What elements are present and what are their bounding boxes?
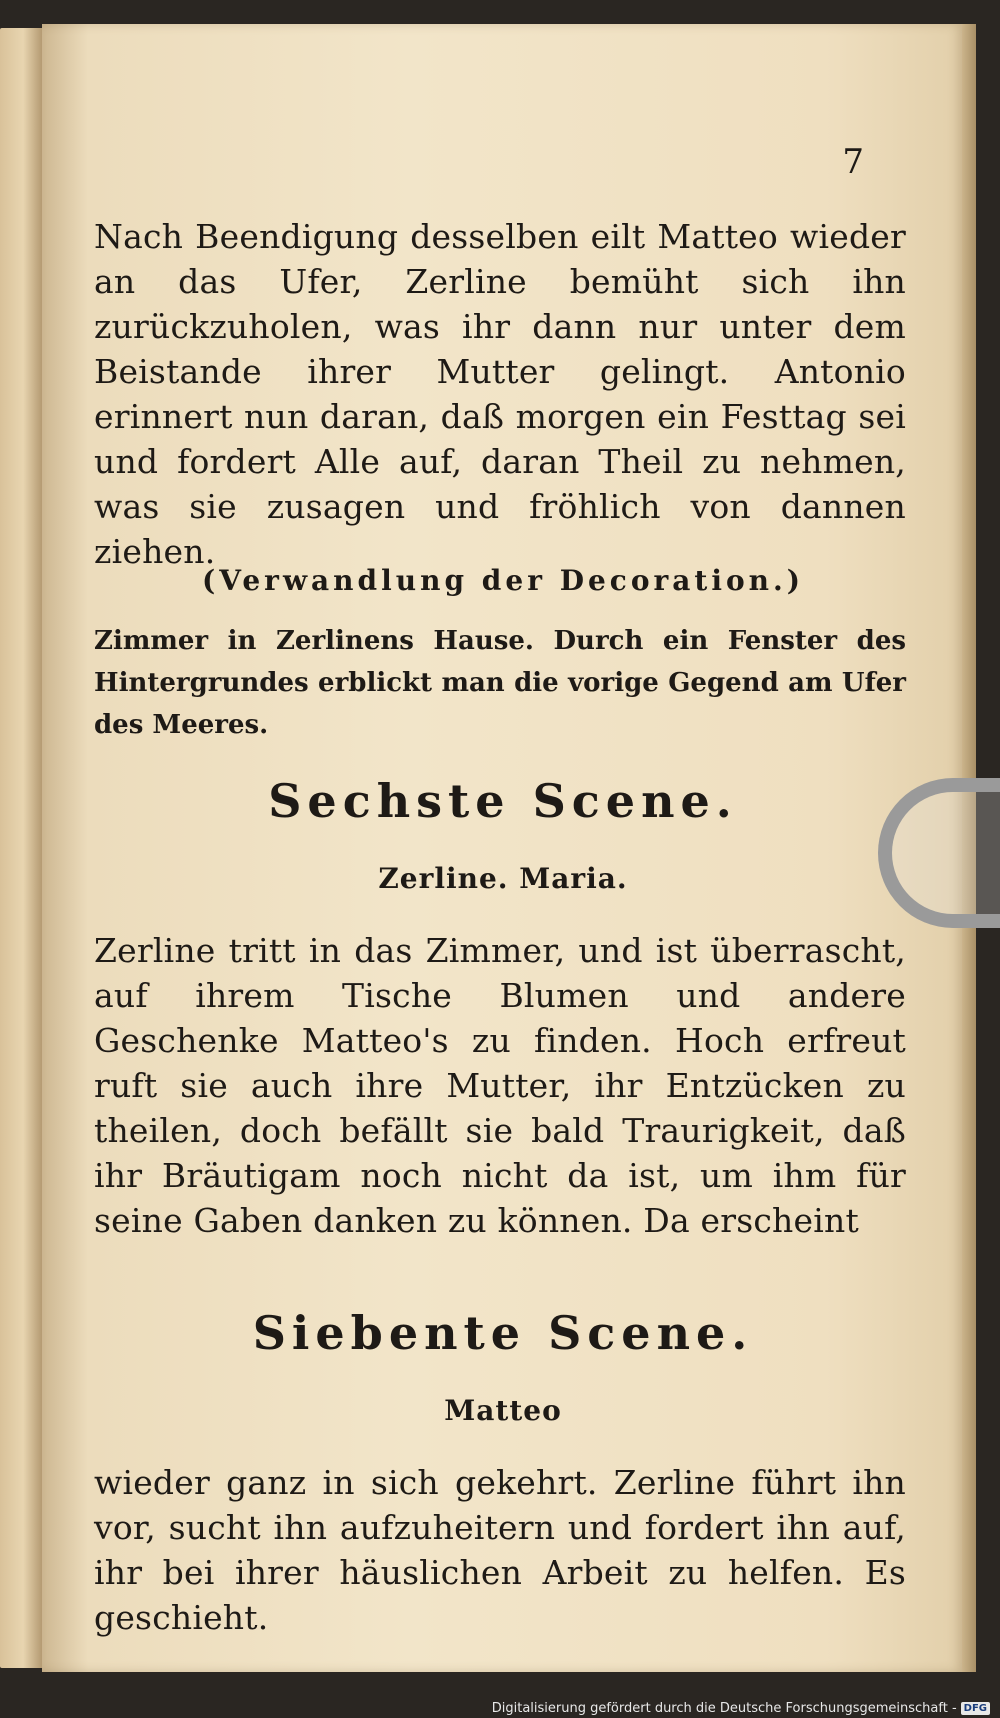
- scene-6-characters: Zerline. Maria.: [378, 862, 628, 895]
- stage-direction: Zimmer in Zerlinens Hause. Durch ein Fenster des Hintergrundes erblickt man die vorige Gegend am Ufer des Meeres.: [94, 626, 906, 740]
- scene-6-text: Zerline tritt in das Zimmer, und ist überrascht, auf ihrem Tische Blumen und andere Geschenke Matteo's zu finden. Hoch erfreut ruft sie auch ihre Mutter, ihr Entzücken zu theilen, doch befällt sie bald Traurigkeit, daß ihr Bräutigam noch nicht da ist, um ihm für seine Gaben danken zu können. Da erscheint: [94, 931, 906, 1240]
- dfg-logo: DFG: [961, 1702, 990, 1715]
- transformation-heading: (Verwandlung der Decoration.): [201, 564, 805, 597]
- footer-text: Digitalisierung gefördert durch die Deutsche Forschungsgemeinschaft -: [491, 1701, 957, 1716]
- footer-credit: [492, 1701, 990, 1716]
- previous-page-edge: [0, 28, 42, 1668]
- paragraph-1: Nach Beendigung desselben eilt Matteo wieder an das Ufer, Zerline bemüht sich ihn zurückzuholen, was ihr dann nur unter dem Beistande ihrer Mutter gelingt. Antonio erinnert nun daran, daß morgen ein Festtag sei und fordert Alle auf, daran Theil zu nehmen, was sie zusagen und fröhlich von dannen ziehen.: [94, 217, 906, 571]
- scene-6-title: Sechste Scene.: [268, 774, 738, 828]
- page-number: 7: [842, 142, 864, 182]
- scene-7-text: wieder ganz in sich gekehrt. Zerline führt ihn vor, sucht ihn aufzuheitern und fordert ihn auf, ihr bei ihrer häuslichen Arbeit zu helfen. Es geschieht.: [94, 1463, 906, 1637]
- book-page: [42, 24, 964, 1672]
- scene-7-title: Siebente Scene.: [252, 1306, 754, 1360]
- scene-7-characters: Matteo: [444, 1394, 562, 1427]
